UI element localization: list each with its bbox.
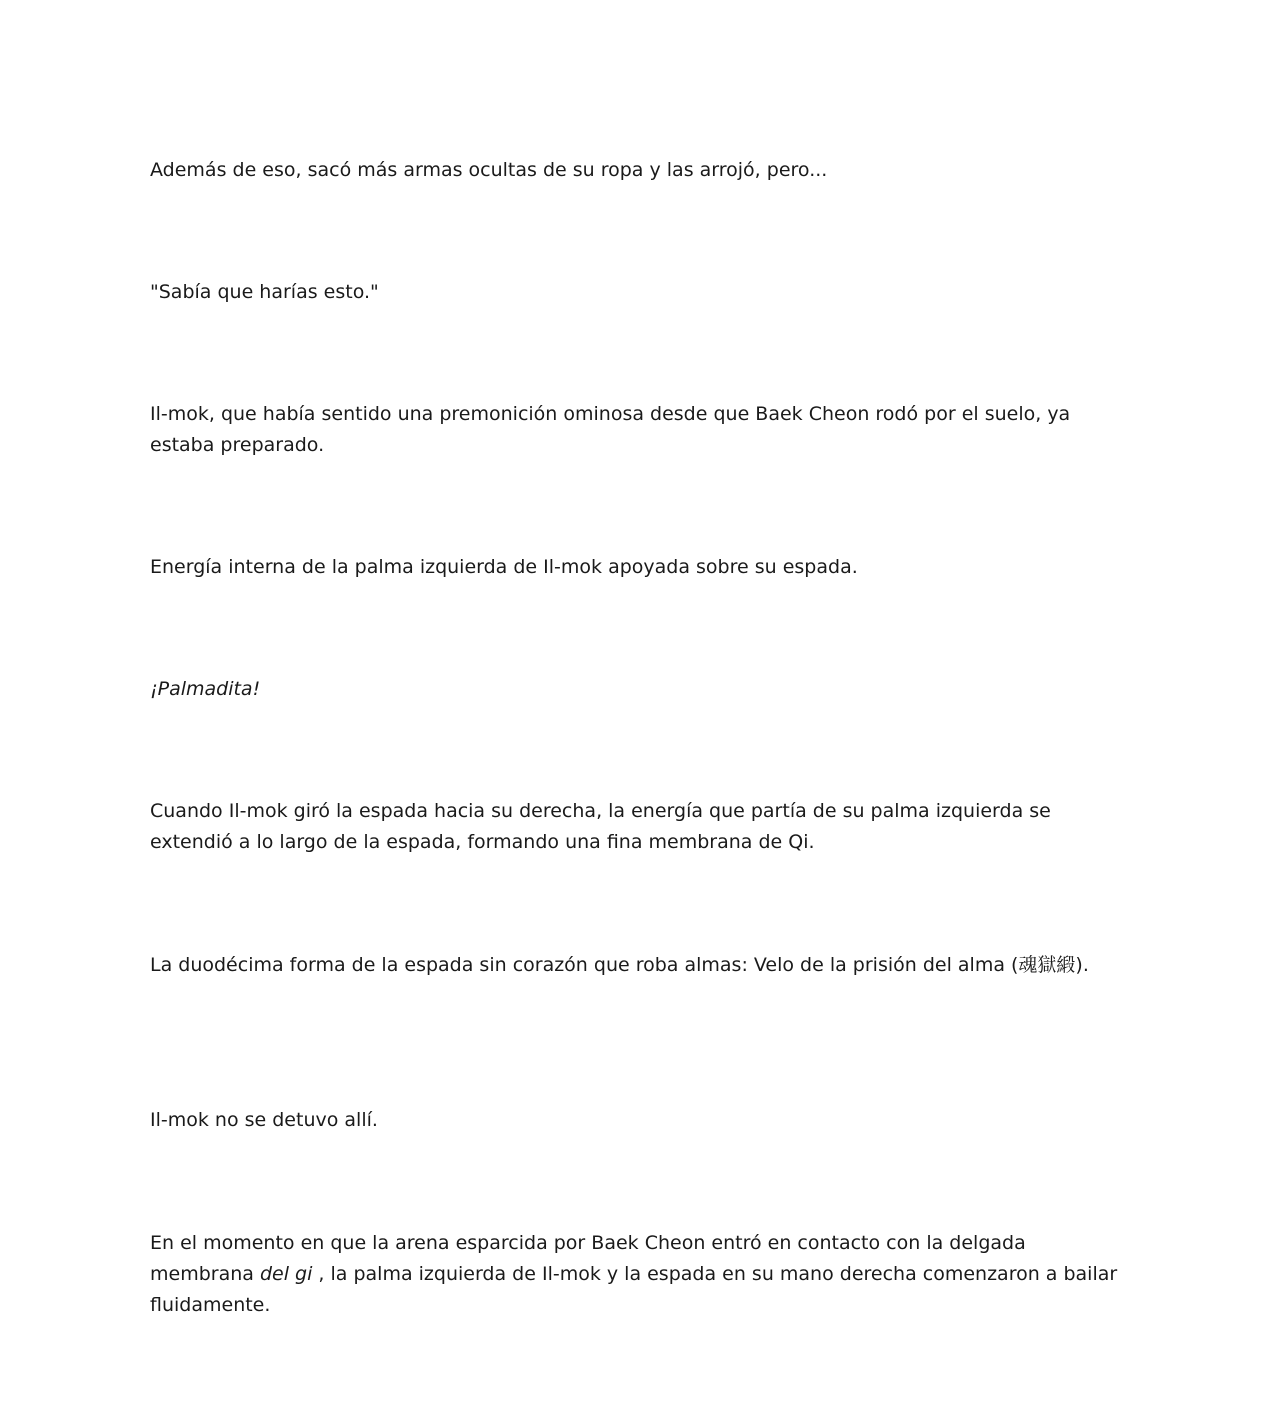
- paragraph-1: Además de eso, sacó más armas ocultas de su ropa y las arrojó, pero...: [150, 159, 828, 181]
- paragraph-9-before: En el momento en que la arena esparcida por Baek Cheon entró en contacto con la delgada membrana: [150, 1232, 1026, 1285]
- paragraph-9-after: , la palma izquierda de Il-mok y la espada en su mano derecha comenzaron a bailar fluidamente.: [150, 1263, 1118, 1316]
- sound-effect-text: ¡Palmadita!: [150, 678, 261, 700]
- paragraph-2: "Sabía que harías esto.": [150, 281, 379, 303]
- paragraph-9: [150, 1228, 1125, 1321]
- paragraph-5-sound-effect: [150, 674, 1125, 705]
- paragraph-7: La duodécima forma de la espada sin corazón que roba almas: Velo de la prisión del alma (魂獄緞).: [150, 954, 1089, 976]
- paragraph-8: Il-mok no se detuvo allí.: [150, 1109, 378, 1131]
- paragraph-3: Il-mok, que había sentido una premonición ominosa desde que Baek Cheon rodó por el suelo, ya estaba preparado.: [150, 403, 1071, 456]
- paragraph-4: Energía interna de la palma izquierda de Il-mok apoyada sobre su espada.: [150, 556, 858, 578]
- paragraph-6: Cuando Il-mok giró la espada hacia su derecha, la energía que partía de su palma izquierda se extendió a lo largo de la espada, formando una fina membrana de Qi.: [150, 800, 1051, 853]
- paragraph-9-italic: del gi: [259, 1263, 313, 1285]
